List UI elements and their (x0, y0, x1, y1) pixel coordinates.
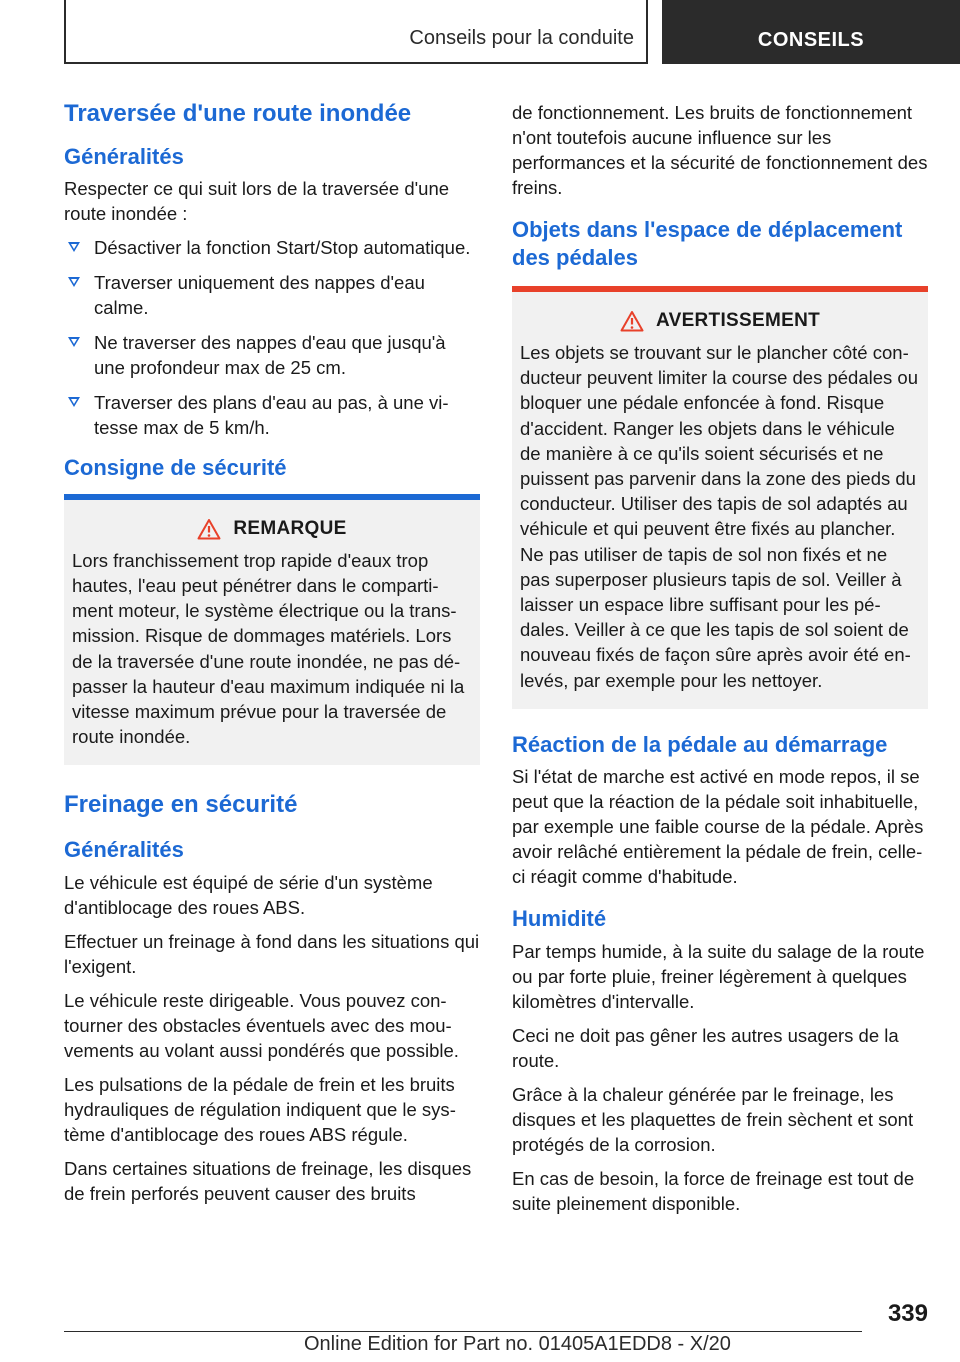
remark-text: Lors franchissement trop rapide d'eaux trop hautes, l'eau peut pénétrer dans le compartiment moteur, le système électrique ou la transmission. Risque de dommages matériels. Lors de la traversée d'une route inondée, ne pas dépasser la hauteur d'eau maximum indiquée ni la vitesse maximum prévue pour la traversée de route inondée. (72, 549, 465, 748)
header-chapter-label: CONSEILS (757, 29, 865, 51)
list-item: Désactiver la fonction Start/Stop automatique. (64, 235, 480, 260)
warning-triangle-icon (620, 310, 644, 332)
triangle-bullet-icon (68, 337, 80, 347)
right-column (512, 100, 928, 1225)
left-column (64, 100, 480, 1215)
humidity-paragraph: En cas de besoin, la force de freinage est tout de suite pleinement disponible. (512, 1167, 915, 1214)
heading-safety-note: Consigne de sécurité (64, 455, 287, 481)
list-item: Traverser uniquement des nappes d'eau calme. (64, 270, 480, 320)
heading-humidity: Humidité (512, 906, 607, 932)
triangle-bullet-icon (68, 397, 80, 407)
warning-box (512, 292, 928, 709)
humidity-paragraph: Par temps humide, à la suite du salage de la route ou par forte pluie, freiner légèrement à quelques kilomètres d'intervalle. (512, 940, 925, 1012)
humidity-paragraph: Grâce à la chaleur générée par le freinage, les disques et les plaquettes de frein sèchent et sont protégés de la corrosion. (512, 1083, 914, 1155)
list-item: Ne traverser des nappes d'eau que jusqu'à une profondeur max de 25 cm. (64, 330, 480, 380)
warning-text: Les objets se trouvant sur le plancher côté conducteur peuvent limiter la course des pédales ou bloquer une pédale enfoncée à fond. Risque d'accident. Ranger les objets dans le véhicule de manière à ce qu'ils soient sécurisés et ne puissent pas parvenir dans la zone des pieds du conducteur. Utiliser des tapis de sol adaptés au véhicule et qui peuvent être fixés au plancher. Ne pas utiliser de tapis de sol non fixés et ne pas superposer plusieurs tapis de sol. Veiller à laisser un espace libre suffisant pour les pédales. Veiller à ce que les tapis de sol soient de nouveau fixés de façon sûre après avoir été enlevés, par exemple pour les nettoyer. (520, 342, 918, 691)
header-section-tab (64, 0, 648, 64)
heading-pedal-reaction: Réaction de la pédale au démarrage (512, 731, 888, 757)
triangle-bullet-icon (68, 277, 80, 287)
braking-paragraph: Le véhicule est équipé de série d'un système d'antiblocage des roues ABS. (64, 871, 433, 918)
flood-bullet-list (64, 235, 480, 440)
braking-continuation: de fonctionnement. Les bruits de fonctionnement n'ont toutefois aucune influence sur les performances et la sécurité de fonctionnement des freins. (512, 102, 928, 198)
page-number: 339 (887, 1300, 928, 1327)
heading-pedal-objects: Objets dans l'espace de déplacement des pédales (512, 217, 903, 270)
header-chapter-badge (662, 0, 960, 64)
triangle-bullet-icon (68, 242, 80, 252)
heading-flooded-road: Traversée d'une route inondée (64, 100, 412, 127)
list-item: Traverser des plans d'eau au pas, à une vitesse max de 5 km/h. (64, 390, 480, 440)
caution-triangle-icon (197, 518, 221, 540)
braking-paragraph: Les pulsations de la pédale de frein et les bruits hydrauliques de régulation indiquent que le système d'antiblocage des roues ABS régule. (64, 1073, 456, 1145)
flood-intro: Respecter ce qui suit lors de la traversée d'une route inondée : (64, 178, 450, 225)
heading-safe-braking: Freinage en sécurité (64, 791, 298, 819)
footer-edition: Online Edition for Part no. 01405A1EDD8 - X/20 (304, 1333, 731, 1355)
warning-title: AVERTISSEMENT (655, 310, 820, 331)
humidity-paragraph: Ceci ne doit pas gêner les autres usagers de la route. (512, 1024, 899, 1071)
reaction-text: Si l'état de marche est activé en mode repos, il se peut que la réaction de la pédale soit inhabituelle, par exemple une faible course de la pédale. Après avoir relâché entièrement la pédale de frein, celle-ci réagit comme d'habitude. (512, 766, 924, 888)
remark-box (64, 500, 480, 766)
braking-paragraph: Effectuer un freinage à fond dans les situations qui l'exigent. (64, 930, 480, 977)
footer-rule (64, 1331, 862, 1332)
heading-general-1: Généralités (64, 143, 184, 169)
header-section-title: Conseils pour la conduite (409, 27, 634, 49)
braking-paragraph: Dans certaines situations de freinage, les disques de frein perforés peuvent causer des bruits (64, 1157, 472, 1204)
heading-general-2: Généralités (64, 837, 184, 863)
remark-title: REMARQUE (233, 517, 347, 539)
braking-paragraph: Le véhicule reste dirigeable. Vous pouvez contourner des obstacles éventuels avec des mouvements au volant aussi pondérés que possible. (64, 989, 459, 1061)
